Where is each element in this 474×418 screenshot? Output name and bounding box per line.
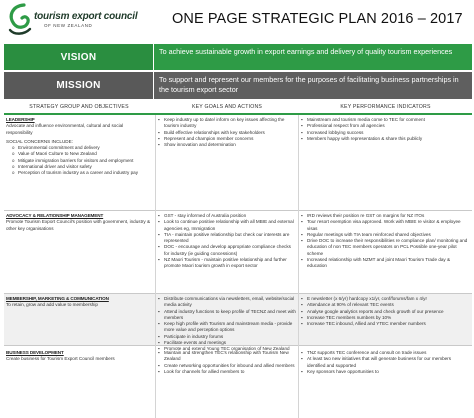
section-title: MEMBERSHIP, MARKETING & COMMUNICATION (6, 296, 109, 301)
vision-text: To achieve sustainable growth in export earnings and delivery of quality tourism experiences (159, 47, 453, 56)
list-item: ▪ Look for channels for allied members to (157, 369, 296, 375)
column-header-kpis: KEY PERFORMANCE INDICATORS (340, 104, 431, 110)
section-objective: To retain, grow and add value to membership (6, 302, 98, 308)
column-divider (298, 115, 299, 418)
concerns-list (6, 145, 151, 176)
koru-logo-icon (4, 2, 34, 36)
list-item: o Perception of tourism industry as a career and industry pay (12, 170, 151, 176)
strategy-cell (6, 350, 151, 363)
list-item: ▪ Tour resort exemption visa approved. Work with MBIE re visitor & employee visas (300, 219, 470, 232)
kpis-cell (300, 213, 470, 270)
mission-label: MISSION (4, 72, 154, 99)
list-item: ▪ Look to continue positive relationship with all MBIE and external agencies eg, Immigration (157, 219, 296, 232)
list-item: ▪ Create networking opportunities for inbound and allied members (157, 363, 296, 369)
list-item: ▪ GST - stay informed of Australia position (157, 213, 296, 219)
mission-band (4, 72, 472, 99)
list-item: ▪ Attend industry functions to keep profile of TECNZ and meet with members (157, 309, 296, 322)
column-header-goals: KEY GOALS AND ACTIONS (191, 104, 263, 110)
table-row-advocacy (4, 211, 472, 294)
list-item: ▪ Analyse google analytics reports and check growth of our presence (300, 309, 470, 315)
kpis-list (300, 296, 470, 327)
list-item: ▪ Keep industry up to date/ inform on key issues affecting the tourism industry (157, 117, 296, 130)
list-item: o Environmental commitment and delivery (12, 145, 151, 151)
list-item: ▪ Key sponsors have opportunities to (300, 369, 470, 375)
kpis-list (300, 213, 470, 270)
kpis-cell (300, 296, 470, 327)
list-item: ▪ IRD reviews their position re GST on margins for NZ ITOs (300, 213, 470, 219)
section-title: BUSINESS DEVELOPMENT (6, 350, 64, 355)
logo-subtitle: OF NEW ZEALAND (44, 23, 93, 28)
table-row-membership (4, 294, 472, 352)
list-item: ▪ Drive DOC to increase their responsibilities re compliance plan/ monitoring and education of non TEC members operators on PCL Possible one-year pilot scheme (300, 238, 470, 257)
section-objective: Advocate and influence environmental, cultural and social responsibility (6, 123, 124, 135)
list-item: ▪ Members happy with representation & share this publicly (300, 136, 470, 142)
document-header (0, 0, 474, 44)
goals-cell (157, 350, 296, 375)
list-item: ▪ Keep high profile with Tourism and mainstream media - provide more value and perception options (157, 321, 296, 334)
list-item: o Mitigate immigration barriers for visitors and employment (12, 158, 151, 164)
vision-band (4, 44, 472, 70)
strategy-cell (6, 213, 151, 232)
goals-cell (157, 213, 296, 270)
list-item: ▪ NZ Maori Tourism - maintain positive relationship and further promote Maori tourism growth in export sector (157, 257, 296, 270)
table-row-business (4, 346, 472, 418)
list-item: ▪ Increase TEC members numbers by 10% (300, 315, 470, 321)
section-objective: Create business for Tourism Export Council members (6, 356, 115, 362)
kpis-cell (300, 350, 470, 375)
column-header-strategy: STRATEGY GROUP AND OBJECTIVES (29, 104, 129, 110)
list-item: ▪ Maintain and strengthen TEC's relationship with Tourism New Zealand (157, 350, 296, 363)
tourism-export-council-logo (4, 2, 154, 38)
mission-text: To support and represent our members for the purposes of facilitating business partnerships in the tourism export sector (159, 75, 459, 94)
table-row-leadership (4, 115, 472, 211)
list-item: ▪ Increase TEC inbound, Allied and YTEC member numbers (300, 321, 470, 327)
list-item: ▪ Build effective relationships with key stakeholders (157, 130, 296, 136)
page-title: ONE PAGE STRATEGIC PLAN 2016 – 2017 (172, 11, 463, 27)
goals-list (157, 213, 296, 270)
list-item: ▪ Increased lobbying success (300, 130, 470, 136)
goals-list (157, 296, 296, 353)
strategy-cell (6, 296, 151, 309)
kpis-list (300, 350, 470, 375)
list-item: ▪ Regular meetings with TIA team reinforced shared objectives (300, 232, 470, 238)
kpis-list (300, 117, 470, 142)
column-divider (155, 115, 156, 418)
strategy-cell (6, 117, 151, 177)
list-item: ▪ Facilitate events and meetings (157, 340, 296, 346)
list-item: ▪ Promote and extend Young TEC organisation of New Zealand (157, 346, 296, 352)
list-item: ▪ Professional respect from all agencies (300, 123, 470, 129)
list-item: ▪ Show innovation and determination (157, 142, 296, 148)
list-item: ▪ TIA - maintain positive relationship but check our interests are represented (157, 232, 296, 245)
list-item: ▪ Distribute communications via newsletters, email, website/social media activity (157, 296, 296, 309)
list-item: ▪ Increased relationship with NZMT and joint Maori Tourism Trade day & education (300, 257, 470, 270)
list-item: o Value of Maori Culture to New Zealand (12, 151, 151, 157)
kpis-cell (300, 117, 470, 142)
goals-list (157, 117, 296, 148)
section-title: ADVOCACY & RELATIONSHIP MANAGEMENT (6, 213, 104, 218)
list-item: ▪ Attendance at 90% of relevant TEC events (300, 302, 470, 308)
list-item: ▪ TNZ supports TEC conference and consult on trade issues (300, 350, 470, 356)
goals-cell (157, 296, 296, 353)
goals-list (157, 350, 296, 375)
list-item: ▪ DOC - encourage and develop appropriate compliance checks for industry (ie guiding concessions) (157, 244, 296, 257)
vision-label: VISION (4, 44, 154, 70)
section-objective: Promote Tourism Export Council's position with government, industry & other key organisations (6, 219, 151, 231)
logo-name: tourism export council (34, 11, 138, 22)
section-title: LEADERSHIP (6, 117, 35, 122)
list-item: ▪ Participate in industry forums (157, 334, 296, 340)
list-item: o International driver and visitor safety (12, 164, 151, 170)
list-item: ▪ At least two new initiatives that will generate business for our members identified and supported (300, 356, 470, 369)
goals-cell (157, 117, 296, 148)
list-item: ▪ E newsletter (x 6/yr) hardcopy x1/yr, conf/forums/fam x 4/yr (300, 296, 470, 302)
list-item: ▪ Mainstream and tourism media come to TEC for comment (300, 117, 470, 123)
section-subtitle: SOCIAL CONCERNS INCLUDE: (6, 138, 73, 144)
list-item: ▪ Represent and champion member concerns (157, 136, 296, 142)
